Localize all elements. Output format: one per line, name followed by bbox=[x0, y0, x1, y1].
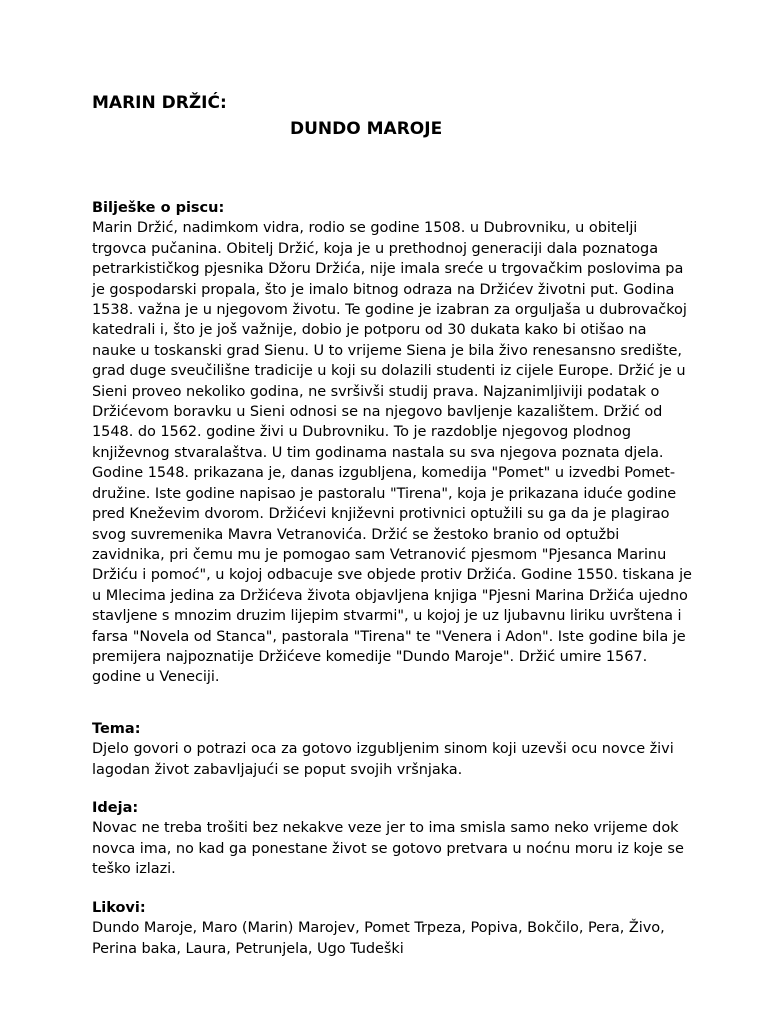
section-heading-idea: Ideja: bbox=[92, 800, 139, 816]
section-text-author-notes: Marin Držić, nadimkom vidra, rodio se godine 1508. u Dubrovniku, u obitelji trgovca pučanina. Obitelj Držić, koja je u prethodnoj generaciji dala poznatoga petrarkističkog pjesnika Džoru Držića, nije imala sreće u trgovačkim poslovima pa je gospodarski propala, što je imalo bitnog odraza na Držićev životni put. Godina 1538. važna je u njegovom životu. Te godine je izabran za orguljaša u dubrovačkoj katedrali i, što je još važnije, dobio je potporu od 30 dukata kako bi otišao na nauke u toskanski grad Sienu. U to vrijeme Siena je bila živo renesansno središte, grad duge sveučilišne tradicije u koji su dolazili studenti iz cijele Europe. Držić je u Sieni proveo nekoliko godina, ne svršivši studij prava. Najzanimljiviji podatak o Držićevom boravku u Sieni odnosi se na njegovo bavljenje kazalištem. Držić od 1548. do 1562. godine živi u Dubrovniku. To je razdoblje njegovog plodnog književnog stvaralaštva. U tim godinama nastala su sva njegova poznata djela. Godine 1548. prikazana je, danas izgubljena, komedija "Pomet" u izvedbi Pomet-družine. Iste godine napisao je pastoralu "Tirena", koja je prikazana iduće godine pred Kneževim dvorom. Držićevi književni protivnici optužili su ga da je plagirao svog suvremenika Mavra Vetranovića. Držić se žestoko branio od optužbi zavidnika, pri čemu mu je pomogao sam Vetranović pjesmom "Pjesanca Marinu Držiću i pomoć", u kojoj odbacuje sve objede protiv Držića. Godine 1550. tiskana je u Mlecima jedina za Držićeva života objavljena knjiga "Pjesni Marina Držića ujedno stavljene s mnozim druzim lijepim stvarmi", u kojoj je uz ljubavnu liriku uvrštena i farsa "Novela od Stanca", pastorala "Tirena" te "Venera i Adon". Iste godine bila je premijera najpoznatije Držićeve komedije "Dundo Maroje". Držić umire 1567. godine u Veneciji. bbox=[92, 220, 692, 686]
section-text-theme: Djelo govori o potrazi oca za gotovo izgubljenim sinom koji uzevši ocu novce živi lagodan život zabavljajući se poput svojih vršnjaka. bbox=[92, 741, 674, 778]
section-characters bbox=[92, 898, 692, 959]
section-heading-author-notes: Bilješke o piscu: bbox=[92, 200, 225, 216]
author-title: MARIN DRŽIĆ: bbox=[92, 93, 227, 113]
section-text-idea: Novac ne treba trošiti bez nekakve veze jer to ima smisla samo neko vrijeme dok novca ima, no kad ga ponestane život se gotovo pretvara u noćnu moru iz koje se teško izlazi. bbox=[92, 820, 684, 878]
section-text-characters: Dundo Maroje, Maro (Marin) Marojev, Pomet Trpeza, Popiva, Bokčilo, Pera, Živo, Perina baka, Laura, Petrunjela, Ugo Tudeški bbox=[92, 920, 665, 957]
section-author-notes bbox=[92, 198, 692, 688]
section-heading-characters: Likovi: bbox=[92, 900, 146, 916]
section-heading-theme: Tema: bbox=[92, 721, 141, 737]
section-theme bbox=[92, 719, 692, 780]
work-title: DUNDO MAROJE bbox=[290, 119, 443, 139]
section-idea bbox=[92, 798, 692, 880]
